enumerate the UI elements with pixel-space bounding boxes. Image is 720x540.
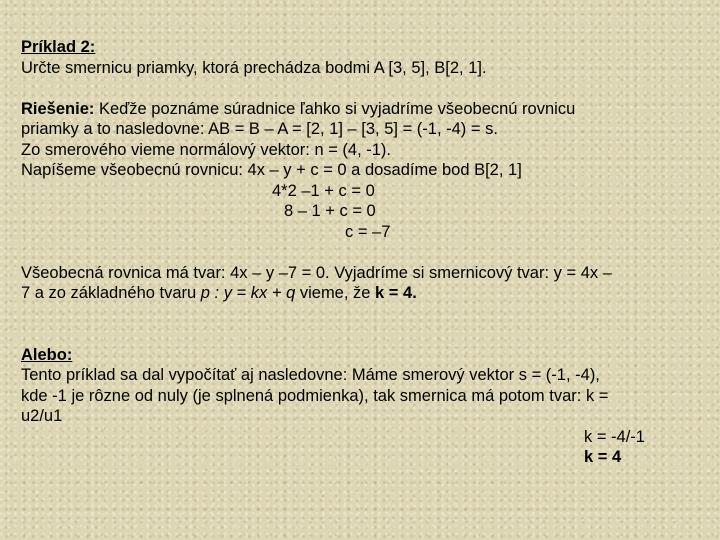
solution-line-3: Zo smerového vieme normálový vektor: n = (4, -1). [21,140,392,159]
example-task: Určte smernicu priamky, ktorá prechádza bodmi A [3, 5], B[2, 1]. [21,58,487,77]
solution-calc-2: 8 – 1 + c = 0 [284,202,376,220]
slide-content [21,37,701,468]
solution-line-2: priamky a to nasledovne: AB = B – A = [2, 1] – [3, 5] = (-1, -4) = s. [21,120,498,138]
alternative-line-1: Tento príklad sa dal vypočítať aj nasledovne: Máme smerový vektor s = (-1, -4), [21,366,600,384]
solution-line-1-text: Keďže poznáme súradnice ľahko si vyjadríme všeobecnú rovnicu [94,99,576,118]
alternative-heading-line [21,345,701,366]
alternative-heading: Alebo: [21,345,73,364]
slope-result: k = 4. [375,284,417,302]
solution-line-4: Napíšeme všeobecnú rovnicu: 4x – y + c = 0 a dosadíme bod B[2, 1] [21,161,522,179]
spacer [21,242,701,263]
solution-line-1 [21,99,701,120]
slope-form: p : y = kx + q [200,284,296,302]
spacer [21,304,701,345]
general-line-2-mid: vieme, že [295,284,376,302]
general-line-1: Všeobecná rovnica má tvar: 4x – y –7 = 0. Vyjadríme si smernicový tvar: y = 4x – [21,263,612,282]
example-heading-line [21,37,701,58]
alternative-calc-2: k = 4 [584,448,622,466]
general-line-2 [21,283,701,304]
spacer [21,78,701,99]
example-heading: Príklad 2: [21,38,96,56]
solution-calc-1: 4*2 –1 + c = 0 [272,181,375,200]
solution-calc-3: c = –7 [345,222,391,241]
solution-label: Riešenie: [21,99,95,118]
alternative-line-3: u2/u1 [21,407,63,425]
alternative-line-2: kde -1 je rôzne od nuly (je splnená podmienka), tak smernica má potom tvar: k = [21,386,609,405]
alternative-calc-1: k = -4/-1 [584,427,645,446]
general-line-2-start: 7 a zo základného tvaru [21,284,201,302]
